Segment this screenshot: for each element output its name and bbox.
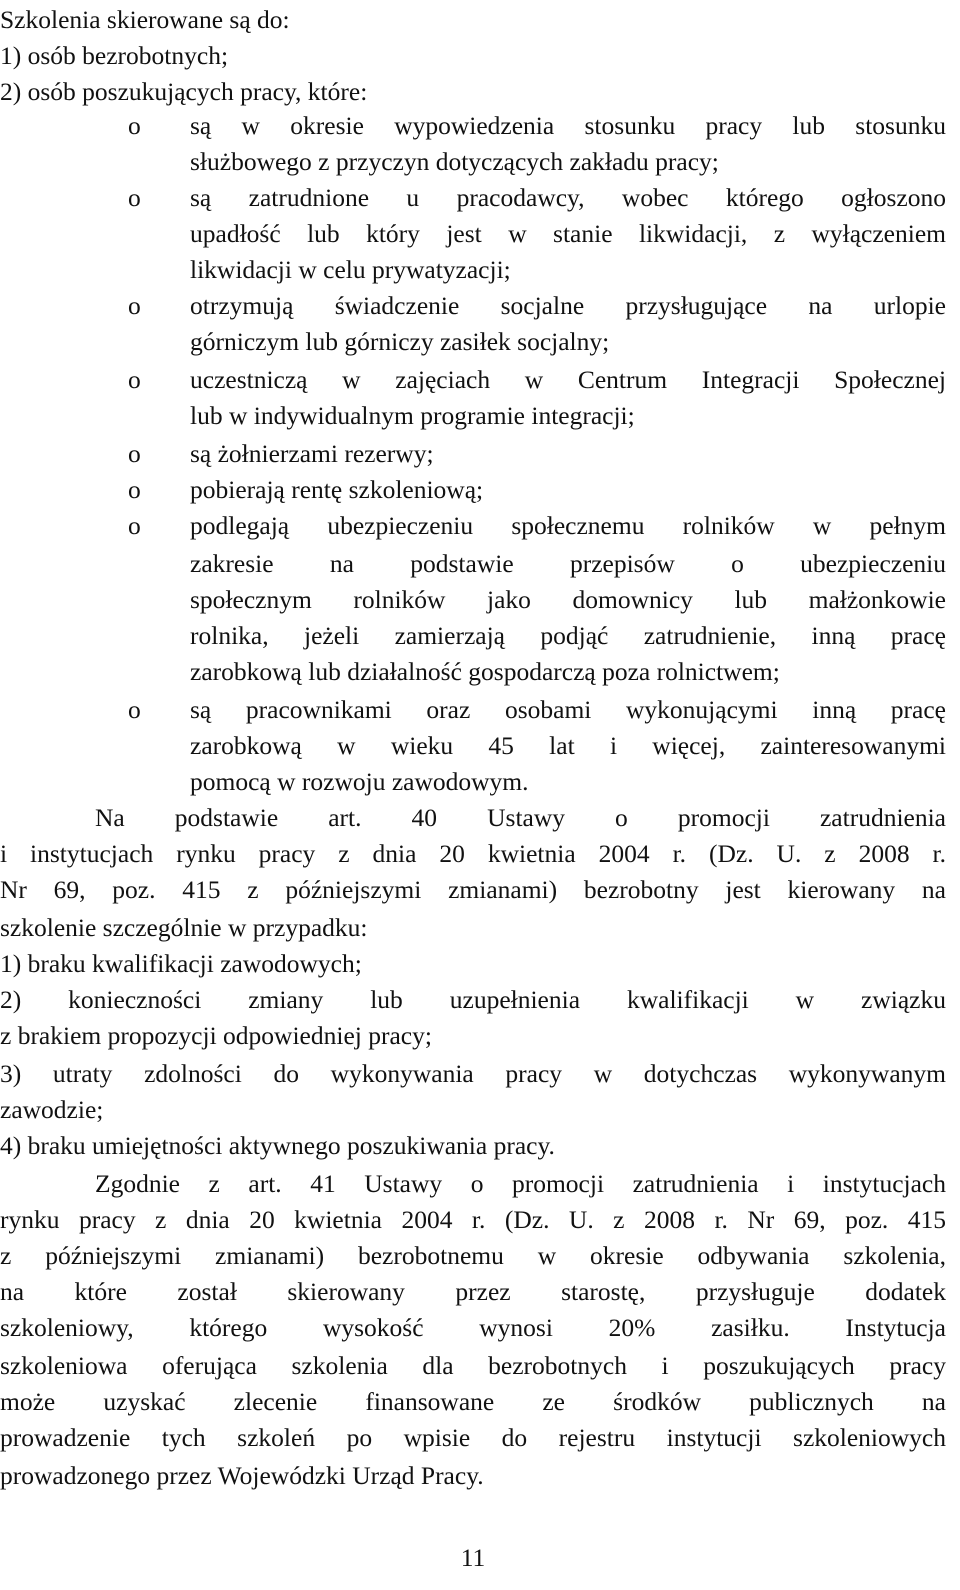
bullet-1-line-2: służbowego z przyczyn dotyczących zakładu pracy; bbox=[190, 147, 719, 176]
case-4: 4) braku umiejętności aktywnego poszukiwania pracy. bbox=[0, 1131, 555, 1160]
bullet-1-line-1: są w okresie wypowiedzenia stosunku pracy lub stosunku bbox=[190, 111, 946, 140]
bullet-marker: o bbox=[128, 511, 141, 540]
bullet-7-line-2: zakresie na podstawie przepisów o ubezpieczeniu bbox=[190, 549, 946, 578]
art40-line-3: Nr 69, poz. 415 z późniejszymi zmianami) bezrobotny jest kierowany na bbox=[0, 875, 946, 904]
bullet-3-line-1: otrzymują świadczenie socjalne przysługujące na urlopie bbox=[190, 291, 946, 320]
bullet-8-line-1: są pracownikami oraz osobami wykonującymi inną pracę bbox=[190, 695, 946, 724]
bullet-marker: o bbox=[128, 365, 141, 394]
bullet-2-line-3: likwidacji w celu prywatyzacji; bbox=[190, 255, 511, 284]
bullet-8-line-3: pomocą w rozwoju zawodowym. bbox=[190, 767, 529, 796]
intro-title: Szkolenia skierowane są do: bbox=[0, 5, 290, 34]
intro-item-2: 2) osób poszukujących pracy, które: bbox=[0, 77, 368, 106]
intro-item-1: 1) osób bezrobotnych; bbox=[0, 41, 229, 70]
bullet-4-line-2: lub w indywidualnym programie integracji; bbox=[190, 401, 635, 430]
bullet-marker: o bbox=[128, 111, 141, 140]
art41-line-4: na które został skierowany przez starostę, przysługuje dodatek bbox=[0, 1277, 946, 1306]
bullet-2-line-1: są zatrudnione u pracodawcy, wobec którego ogłoszono bbox=[190, 183, 946, 212]
bullet-3-line-2: górniczym lub górniczy zasiłek socjalny; bbox=[190, 327, 610, 356]
art40-line-1: Na podstawie art. 40 Ustawy o promocji zatrudnienia bbox=[95, 803, 946, 832]
art41-line-3: z późniejszymi zmianami) bezrobotnemu w okresie odbywania szkolenia, bbox=[0, 1241, 946, 1270]
page-number: 11 bbox=[460, 1543, 486, 1572]
bullet-8-line-2: zarobkową w wieku 45 lat i więcej, zainteresowanymi bbox=[190, 731, 946, 760]
bullet-marker: o bbox=[128, 183, 141, 212]
art41-line-2: rynku pracy z dnia 20 kwietnia 2004 r. (Dz. U. z 2008 r. Nr 69, poz. 415 bbox=[0, 1205, 946, 1234]
art41-line-7: może uzyskać zlecenie finansowane ze środków publicznych na bbox=[0, 1387, 946, 1416]
art41-line-9: prowadzonego przez Wojewódzki Urząd Pracy. bbox=[0, 1461, 484, 1490]
art41-line-1: Zgodnie z art. 41 Ustawy o promocji zatrudnienia i instytucjach bbox=[95, 1169, 946, 1198]
bullet-7-line-5: zarobkową lub działalność gospodarczą poza rolnictwem; bbox=[190, 657, 780, 686]
art40-line-2: i instytucjach rynku pracy z dnia 20 kwietnia 2004 r. (Dz. U. z 2008 r. bbox=[0, 839, 946, 868]
case-3-line-1: 3) utraty zdolności do wykonywania pracy w dotychczas wykonywanym bbox=[0, 1059, 946, 1088]
bullet-7-line-3: społecznym rolników jako domownicy lub małżonkowie bbox=[190, 585, 946, 614]
art41-line-8: prowadzenie tych szkoleń po wpisie do rejestru instytucji szkoleniowych bbox=[0, 1423, 946, 1452]
bullet-marker: o bbox=[128, 475, 141, 504]
bullet-marker: o bbox=[128, 291, 141, 320]
case-1: 1) braku kwalifikacji zawodowych; bbox=[0, 949, 362, 978]
bullet-5-line-1: są żołnierzami rezerwy; bbox=[190, 439, 434, 468]
art40-line-4: szkolenie szczególnie w przypadku: bbox=[0, 913, 368, 942]
bullet-2-line-2: upadłość lub który jest w stanie likwidacji, z wyłączeniem bbox=[190, 219, 946, 248]
case-3-line-2: zawodzie; bbox=[0, 1095, 104, 1124]
bullet-4-line-1: uczestniczą w zajęciach w Centrum Integracji Społecznej bbox=[190, 365, 946, 394]
case-2-line-1: 2) konieczności zmiany lub uzupełnienia kwalifikacji w związku bbox=[0, 985, 946, 1014]
art41-line-6: szkoleniowa oferująca szkolenia dla bezrobotnych i poszukujących pracy bbox=[0, 1351, 946, 1380]
bullet-7-line-4: rolnika, jeżeli zamierzają podjąć zatrudnienie, inną pracę bbox=[190, 621, 946, 650]
case-2-line-2: z brakiem propozycji odpowiedniej pracy; bbox=[0, 1021, 432, 1050]
art41-line-5: szkoleniowy, którego wysokość wynosi 20% zasiłku. Instytucja bbox=[0, 1313, 946, 1342]
bullet-marker: o bbox=[128, 695, 141, 724]
bullet-7-line-1: podlegają ubezpieczeniu społecznemu rolników w pełnym bbox=[190, 511, 946, 540]
bullet-marker: o bbox=[128, 439, 141, 468]
bullet-6-line-1: pobierają rentę szkoleniową; bbox=[190, 475, 484, 504]
